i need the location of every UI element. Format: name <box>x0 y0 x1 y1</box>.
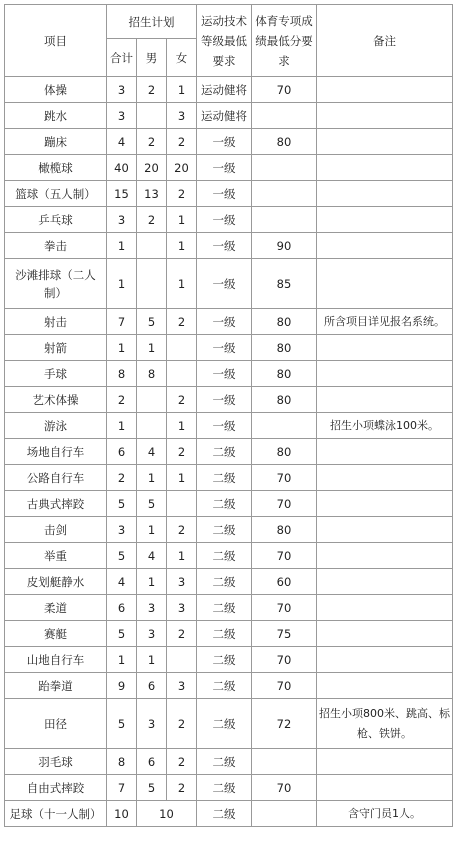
cell-level: 一级 <box>197 361 252 387</box>
table-row <box>5 259 453 309</box>
cell-remark: 所含项目详见报名系统。 <box>317 309 453 335</box>
cell-male <box>137 259 167 309</box>
cell-male: 3 <box>137 699 167 749</box>
cell-level: 二级 <box>197 673 252 699</box>
header-plan: 招生计划 <box>107 5 197 39</box>
cell-total: 8 <box>107 749 137 775</box>
cell-project: 射击 <box>5 309 107 335</box>
table-row <box>5 673 453 699</box>
table-row <box>5 181 453 207</box>
cell-remark <box>317 775 453 801</box>
cell-score <box>252 103 317 129</box>
cell-level: 一级 <box>197 155 252 181</box>
table-row <box>5 775 453 801</box>
table-row <box>5 749 453 775</box>
cell-female: 2 <box>167 309 197 335</box>
cell-female <box>167 491 197 517</box>
cell-level: 一级 <box>197 259 252 309</box>
cell-total: 1 <box>107 259 137 309</box>
cell-level: 二级 <box>197 569 252 595</box>
cell-project: 橄榄球 <box>5 155 107 181</box>
cell-male: 1 <box>137 465 167 491</box>
cell-project: 乒乓球 <box>5 207 107 233</box>
table-row <box>5 361 453 387</box>
cell-score <box>252 413 317 439</box>
cell-total: 3 <box>107 77 137 103</box>
cell-total: 3 <box>107 517 137 543</box>
cell-score: 70 <box>252 543 317 569</box>
cell-level: 二级 <box>197 517 252 543</box>
table-row <box>5 207 453 233</box>
cell-remark <box>317 621 453 647</box>
cell-male: 3 <box>137 621 167 647</box>
cell-female: 1 <box>167 259 197 309</box>
cell-remark: 招生小项蝶泳100米。 <box>317 413 453 439</box>
header-remark: 备注 <box>317 5 453 77</box>
cell-male: 1 <box>137 517 167 543</box>
cell-project: 篮球（五人制） <box>5 181 107 207</box>
cell-male: 5 <box>137 491 167 517</box>
table-row <box>5 491 453 517</box>
cell-total: 5 <box>107 699 137 749</box>
cell-score: 80 <box>252 361 317 387</box>
cell-level: 二级 <box>197 749 252 775</box>
cell-male: 1 <box>137 647 167 673</box>
cell-remark <box>317 207 453 233</box>
cell-male: 8 <box>137 361 167 387</box>
cell-total: 1 <box>107 413 137 439</box>
cell-female: 2 <box>167 181 197 207</box>
cell-total: 1 <box>107 335 137 361</box>
cell-remark <box>317 749 453 775</box>
table-body <box>5 77 453 827</box>
table-row <box>5 103 453 129</box>
cell-male: 6 <box>137 749 167 775</box>
cell-total: 6 <box>107 595 137 621</box>
cell-male: 2 <box>137 77 167 103</box>
cell-female: 2 <box>167 439 197 465</box>
cell-remark <box>317 387 453 413</box>
cell-remark <box>317 439 453 465</box>
cell-level: 二级 <box>197 647 252 673</box>
table-row <box>5 569 453 595</box>
cell-total: 10 <box>107 801 137 827</box>
cell-male: 5 <box>137 309 167 335</box>
cell-project: 跆拳道 <box>5 673 107 699</box>
cell-female: 3 <box>167 569 197 595</box>
cell-level: 二级 <box>197 621 252 647</box>
cell-score <box>252 749 317 775</box>
cell-level: 二级 <box>197 465 252 491</box>
cell-remark <box>317 77 453 103</box>
cell-level: 二级 <box>197 491 252 517</box>
table-row <box>5 647 453 673</box>
cell-remark <box>317 491 453 517</box>
cell-project: 公路自行车 <box>5 465 107 491</box>
cell-total: 4 <box>107 569 137 595</box>
cell-remark <box>317 103 453 129</box>
cell-project: 蹦床 <box>5 129 107 155</box>
cell-score: 60 <box>252 569 317 595</box>
cell-total: 5 <box>107 491 137 517</box>
cell-remark: 招生小项800米、跳高、标枪、铁饼。 <box>317 699 453 749</box>
cell-level: 二级 <box>197 699 252 749</box>
cell-female <box>167 361 197 387</box>
cell-project: 手球 <box>5 361 107 387</box>
table-row <box>5 543 453 569</box>
cell-female: 2 <box>167 699 197 749</box>
cell-score: 80 <box>252 517 317 543</box>
cell-score: 72 <box>252 699 317 749</box>
cell-remark <box>317 465 453 491</box>
cell-project: 射箭 <box>5 335 107 361</box>
cell-score <box>252 207 317 233</box>
table-row <box>5 233 453 259</box>
cell-score <box>252 181 317 207</box>
cell-total: 3 <box>107 103 137 129</box>
table-row <box>5 335 453 361</box>
cell-male: 1 <box>137 335 167 361</box>
cell-score: 70 <box>252 647 317 673</box>
cell-female: 2 <box>167 621 197 647</box>
cell-total: 9 <box>107 673 137 699</box>
cell-total: 8 <box>107 361 137 387</box>
cell-project: 场地自行车 <box>5 439 107 465</box>
cell-score: 85 <box>252 259 317 309</box>
cell-remark <box>317 129 453 155</box>
cell-level: 二级 <box>197 801 252 827</box>
table-row <box>5 517 453 543</box>
cell-male: 3 <box>137 595 167 621</box>
cell-remark <box>317 233 453 259</box>
cell-male: 10 <box>137 801 197 827</box>
cell-level: 一级 <box>197 129 252 155</box>
cell-remark <box>317 361 453 387</box>
cell-score: 80 <box>252 309 317 335</box>
cell-female: 1 <box>167 207 197 233</box>
cell-remark <box>317 647 453 673</box>
cell-total: 5 <box>107 543 137 569</box>
cell-male <box>137 387 167 413</box>
cell-male <box>137 103 167 129</box>
header-level: 运动技术等级最低要求 <box>197 5 252 77</box>
cell-total: 2 <box>107 387 137 413</box>
cell-male: 5 <box>137 775 167 801</box>
table-row <box>5 439 453 465</box>
cell-female: 1 <box>167 233 197 259</box>
table-row <box>5 309 453 335</box>
cell-female: 20 <box>167 155 197 181</box>
cell-total: 6 <box>107 439 137 465</box>
cell-score <box>252 155 317 181</box>
cell-female: 2 <box>167 129 197 155</box>
table-row <box>5 77 453 103</box>
cell-level: 二级 <box>197 543 252 569</box>
cell-female: 3 <box>167 673 197 699</box>
header-female: 女 <box>167 39 197 77</box>
cell-remark: 含守门员1人。 <box>317 801 453 827</box>
table-row <box>5 155 453 181</box>
cell-project: 拳击 <box>5 233 107 259</box>
cell-female: 1 <box>167 77 197 103</box>
cell-female <box>167 335 197 361</box>
cell-level: 一级 <box>197 413 252 439</box>
cell-total: 7 <box>107 775 137 801</box>
cell-female: 1 <box>167 543 197 569</box>
cell-remark <box>317 181 453 207</box>
cell-remark <box>317 335 453 361</box>
cell-project: 游泳 <box>5 413 107 439</box>
cell-female: 3 <box>167 595 197 621</box>
cell-remark <box>317 595 453 621</box>
cell-female: 2 <box>167 775 197 801</box>
cell-score: 90 <box>252 233 317 259</box>
cell-project: 击剑 <box>5 517 107 543</box>
cell-level: 二级 <box>197 439 252 465</box>
table-row <box>5 595 453 621</box>
cell-level: 二级 <box>197 775 252 801</box>
cell-total: 15 <box>107 181 137 207</box>
cell-remark <box>317 673 453 699</box>
cell-remark <box>317 543 453 569</box>
cell-level: 运动健将 <box>197 77 252 103</box>
table-row <box>5 413 453 439</box>
cell-project: 自由式摔跤 <box>5 775 107 801</box>
cell-score: 70 <box>252 491 317 517</box>
cell-male: 6 <box>137 673 167 699</box>
cell-female: 2 <box>167 749 197 775</box>
cell-score: 80 <box>252 439 317 465</box>
cell-score: 80 <box>252 335 317 361</box>
cell-male: 13 <box>137 181 167 207</box>
cell-total: 1 <box>107 233 137 259</box>
cell-male: 20 <box>137 155 167 181</box>
cell-project: 赛艇 <box>5 621 107 647</box>
cell-score: 80 <box>252 387 317 413</box>
cell-score <box>252 801 317 827</box>
table-row <box>5 387 453 413</box>
cell-project: 举重 <box>5 543 107 569</box>
cell-male <box>137 413 167 439</box>
cell-male <box>137 233 167 259</box>
cell-project: 羽毛球 <box>5 749 107 775</box>
cell-score: 70 <box>252 77 317 103</box>
header-score: 体育专项成绩最低分要求 <box>252 5 317 77</box>
cell-female: 2 <box>167 387 197 413</box>
cell-project: 艺术体操 <box>5 387 107 413</box>
enrollment-table <box>4 4 453 827</box>
cell-level: 一级 <box>197 335 252 361</box>
cell-total: 7 <box>107 309 137 335</box>
header-project: 项目 <box>5 5 107 77</box>
cell-level: 二级 <box>197 595 252 621</box>
cell-total: 1 <box>107 647 137 673</box>
cell-level: 一级 <box>197 387 252 413</box>
cell-male: 2 <box>137 129 167 155</box>
cell-remark <box>317 259 453 309</box>
cell-total: 2 <box>107 465 137 491</box>
cell-project: 山地自行车 <box>5 647 107 673</box>
header-total: 合计 <box>107 39 137 77</box>
cell-male: 2 <box>137 207 167 233</box>
cell-female: 3 <box>167 103 197 129</box>
cell-project: 跳水 <box>5 103 107 129</box>
table-row <box>5 699 453 749</box>
cell-project: 柔道 <box>5 595 107 621</box>
cell-total: 5 <box>107 621 137 647</box>
table-row <box>5 129 453 155</box>
cell-project: 足球（十一人制） <box>5 801 107 827</box>
cell-remark <box>317 155 453 181</box>
cell-score: 70 <box>252 775 317 801</box>
cell-score: 70 <box>252 673 317 699</box>
table-row <box>5 465 453 491</box>
cell-female: 2 <box>167 517 197 543</box>
cell-male: 4 <box>137 543 167 569</box>
cell-score: 70 <box>252 595 317 621</box>
cell-project: 体操 <box>5 77 107 103</box>
cell-remark <box>317 517 453 543</box>
cell-project: 皮划艇静水 <box>5 569 107 595</box>
cell-female <box>167 647 197 673</box>
cell-score: 70 <box>252 465 317 491</box>
cell-male: 1 <box>137 569 167 595</box>
cell-level: 一级 <box>197 207 252 233</box>
cell-total: 40 <box>107 155 137 181</box>
cell-total: 3 <box>107 207 137 233</box>
cell-level: 一级 <box>197 309 252 335</box>
cell-level: 运动健将 <box>197 103 252 129</box>
cell-total: 4 <box>107 129 137 155</box>
cell-level: 一级 <box>197 181 252 207</box>
cell-female: 1 <box>167 413 197 439</box>
cell-score: 80 <box>252 129 317 155</box>
cell-remark <box>317 569 453 595</box>
table-row <box>5 801 453 827</box>
cell-female: 1 <box>167 465 197 491</box>
cell-score: 75 <box>252 621 317 647</box>
cell-level: 一级 <box>197 233 252 259</box>
cell-male: 4 <box>137 439 167 465</box>
cell-project: 田径 <box>5 699 107 749</box>
table-row <box>5 621 453 647</box>
header-male: 男 <box>137 39 167 77</box>
cell-project: 沙滩排球（二人制） <box>5 259 107 309</box>
cell-project: 古典式摔跤 <box>5 491 107 517</box>
